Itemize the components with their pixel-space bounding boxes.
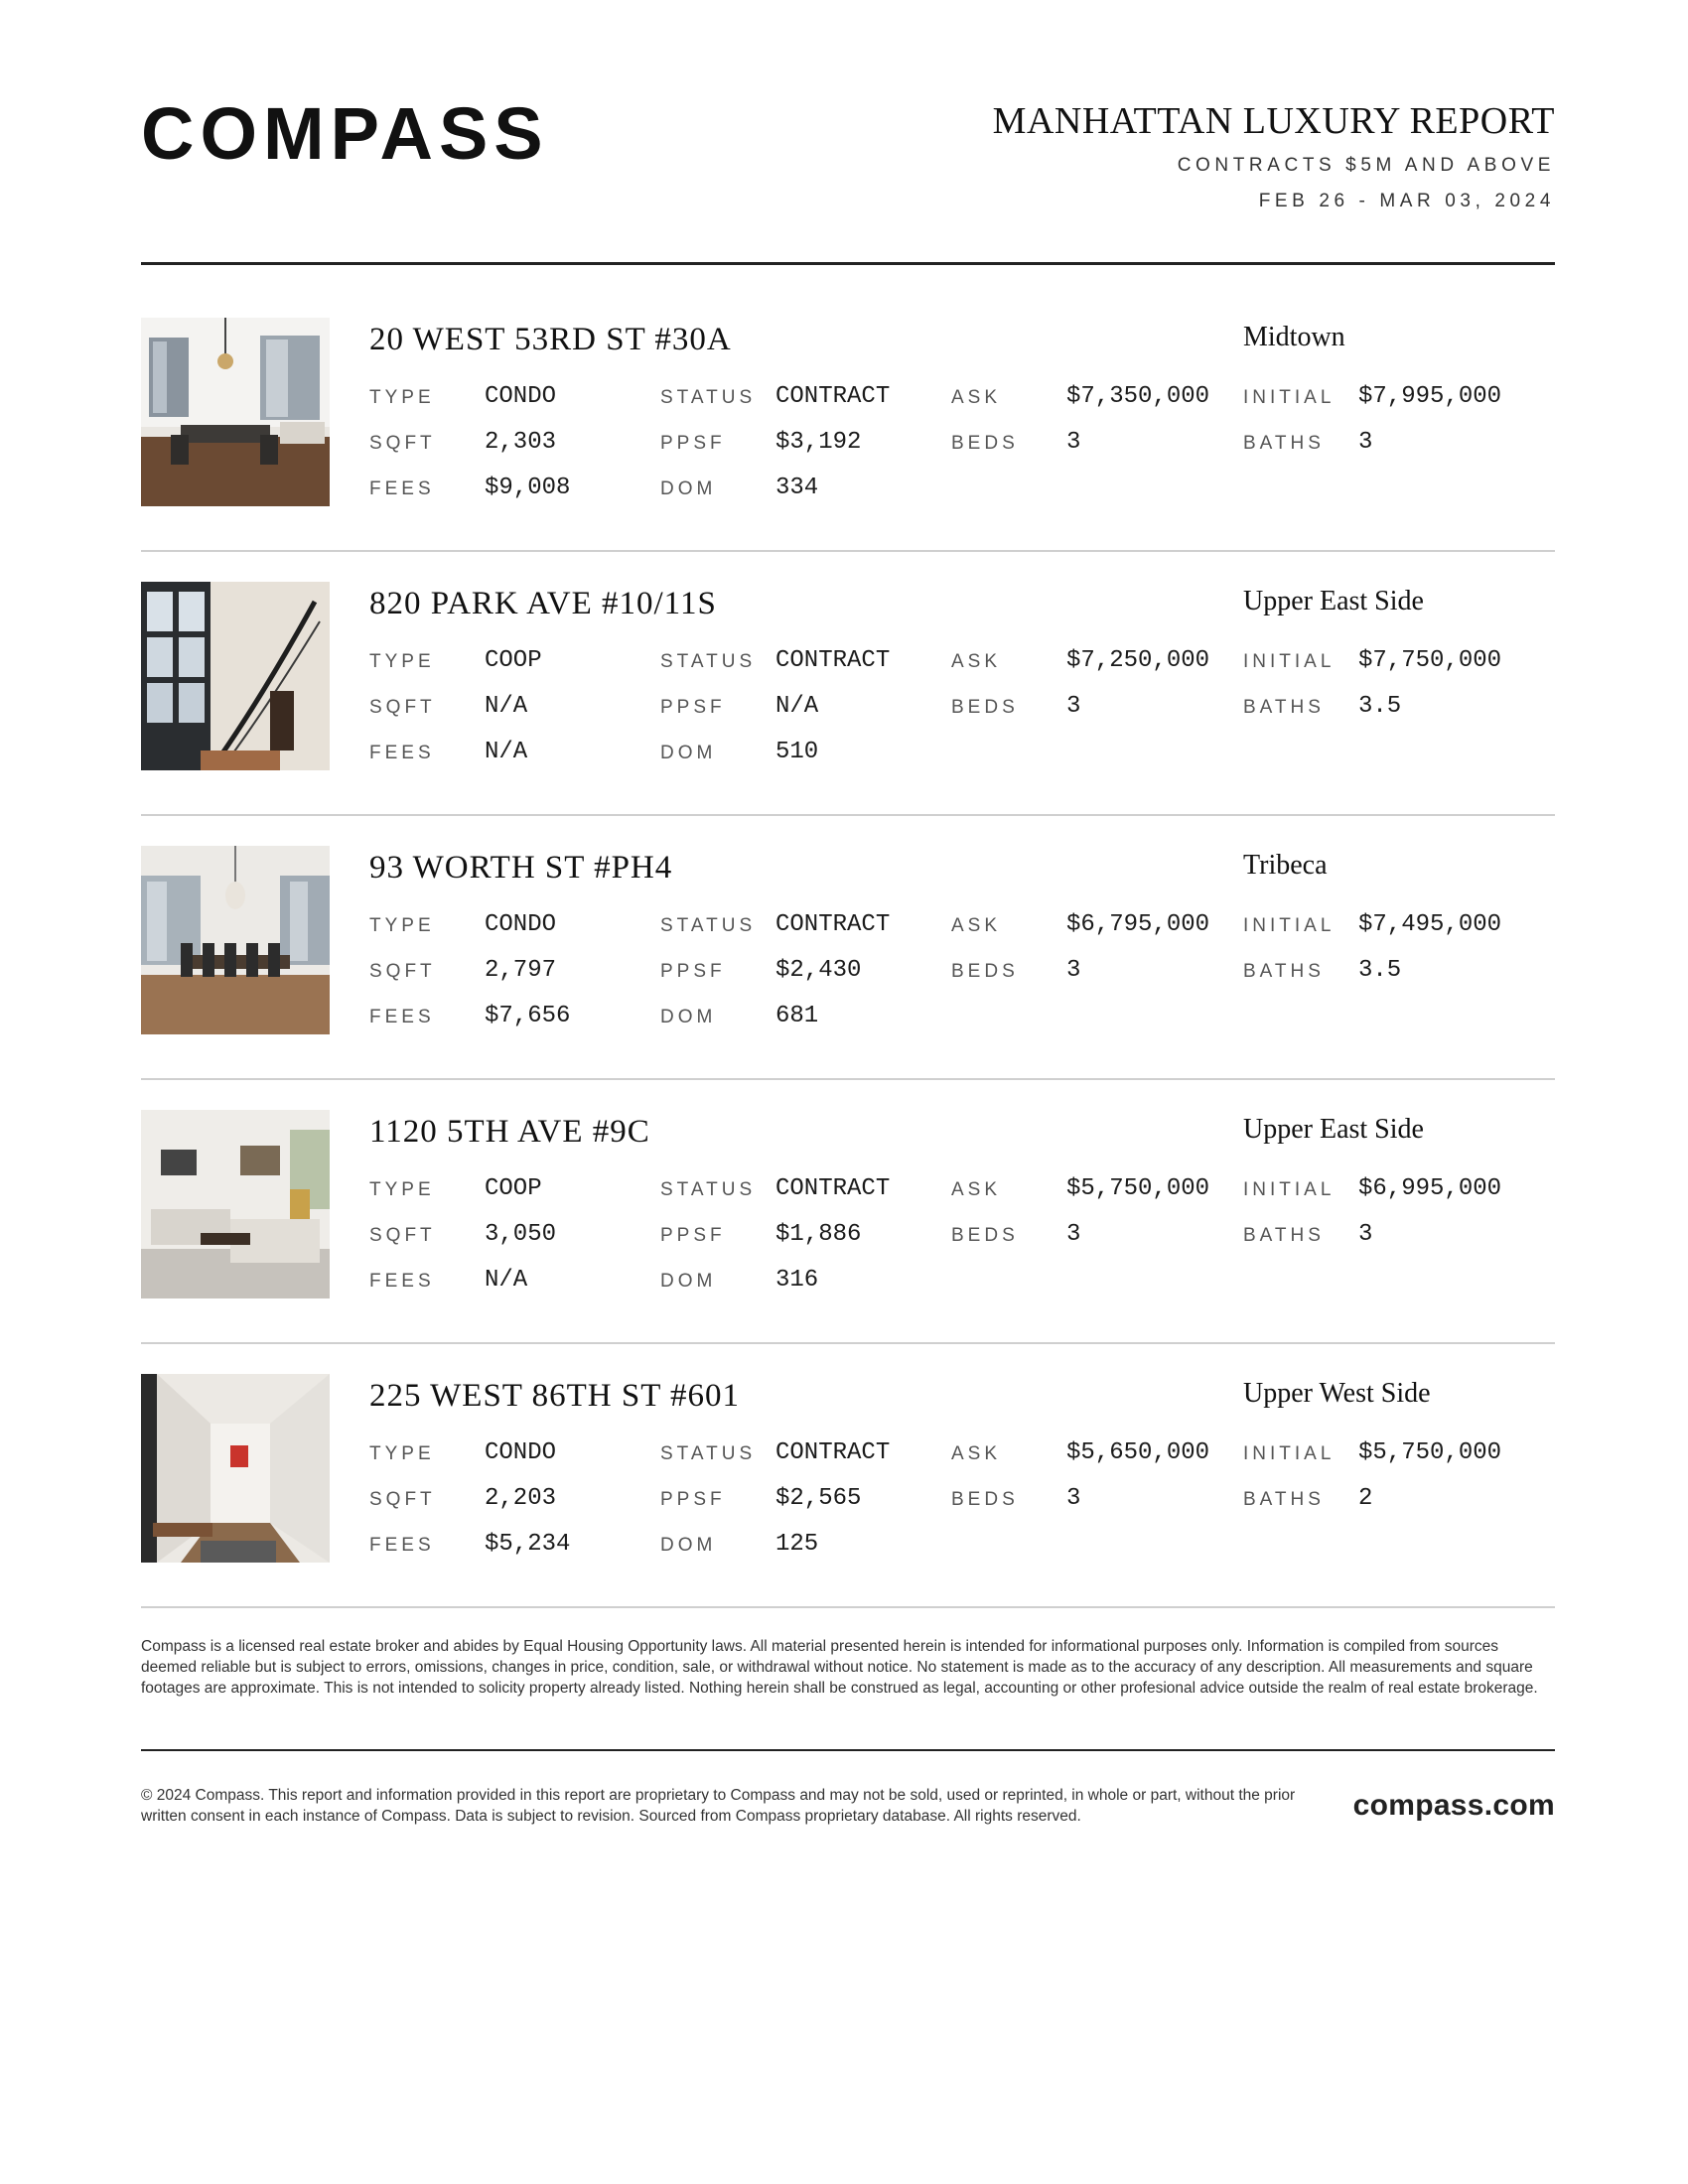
label-ask: ASK xyxy=(951,387,1002,408)
report-subtitle: CONTRACTS $5M AND ABOVE xyxy=(1177,155,1555,176)
label-baths: BATHS xyxy=(1243,1489,1325,1510)
value-fees: $7,656 xyxy=(485,1003,571,1029)
value-sqft: 2,203 xyxy=(485,1485,557,1512)
label-status: STATUS xyxy=(660,651,757,672)
value-dom: 334 xyxy=(775,475,819,501)
label-beds: BEDS xyxy=(951,961,1019,982)
listing-card[interactable] xyxy=(141,582,1555,846)
label-type: TYPE xyxy=(369,1443,435,1464)
listing-photo[interactable] xyxy=(141,1374,330,1563)
value-beds: 3 xyxy=(1066,1485,1081,1512)
listing-address[interactable]: 225 WEST 86TH ST #601 xyxy=(369,1378,741,1414)
listing-divider xyxy=(141,550,1555,552)
value-sqft: 2,797 xyxy=(485,957,557,984)
listing-neighborhood: Tribeca xyxy=(1243,850,1328,881)
disclaimer-text: Compass is a licensed real estate broker and abides by Equal Housing Opportunity laws. All material presented herein is intended for informational purposes only. Information is compiled from sources deemed reliable but is subject to errors, omissions, changes in price, condition, sale, or withdrawal without notice. No statement is made as to the accuracy of any description. All measurements and square footages are approximate. This is not intended to solicity property already listed. Nothing herein shall be construed as legal, accounting or other profesional advice outside the realm of real estate brokerage. xyxy=(141,1638,1538,1697)
label-initial: INITIAL xyxy=(1243,1179,1336,1200)
value-type: COOP xyxy=(485,647,542,674)
value-ask: $5,650,000 xyxy=(1066,1439,1210,1466)
label-ppsf: PPSF xyxy=(660,433,726,454)
value-type: CONDO xyxy=(485,1439,557,1466)
value-ask: $6,795,000 xyxy=(1066,911,1210,938)
value-baths: 3 xyxy=(1358,429,1373,456)
listing-card[interactable] xyxy=(141,1374,1555,1638)
value-baths: 2 xyxy=(1358,1485,1373,1512)
value-initial: $7,750,000 xyxy=(1358,647,1502,674)
value-ask: $7,250,000 xyxy=(1066,647,1210,674)
value-sqft: N/A xyxy=(485,693,528,720)
listing-photo[interactable] xyxy=(141,318,330,506)
label-status: STATUS xyxy=(660,915,757,936)
value-initial: $5,750,000 xyxy=(1358,1439,1502,1466)
website-link[interactable]: compass.com xyxy=(1352,1789,1555,1822)
compass-logo xyxy=(141,97,568,169)
value-baths: 3 xyxy=(1358,1221,1373,1248)
listing-card[interactable] xyxy=(141,1110,1555,1374)
value-ppsf: $3,192 xyxy=(775,429,862,456)
value-status: CONTRACT xyxy=(775,1439,891,1466)
label-fees: FEES xyxy=(369,743,435,763)
report-title: MANHATTAN LUXURY REPORT xyxy=(992,100,1555,142)
value-fees: N/A xyxy=(485,739,528,765)
value-initial: $7,495,000 xyxy=(1358,911,1502,938)
value-status: CONTRACT xyxy=(775,911,891,938)
label-status: STATUS xyxy=(660,1443,757,1464)
listing-divider xyxy=(141,814,1555,816)
value-ask: $5,750,000 xyxy=(1066,1175,1210,1202)
label-beds: BEDS xyxy=(951,433,1019,454)
hallway-photo xyxy=(141,1374,330,1563)
value-sqft: 3,050 xyxy=(485,1221,557,1248)
label-dom: DOM xyxy=(660,478,717,499)
label-beds: BEDS xyxy=(951,1225,1019,1246)
value-ppsf: $2,430 xyxy=(775,957,862,984)
label-sqft: SQFT xyxy=(369,961,436,982)
label-ask: ASK xyxy=(951,1443,1002,1464)
value-type: COOP xyxy=(485,1175,542,1202)
listing-divider xyxy=(141,1606,1555,1608)
listing-photo[interactable] xyxy=(141,582,330,770)
value-ppsf: N/A xyxy=(775,693,819,720)
listing-divider xyxy=(141,1342,1555,1344)
label-dom: DOM xyxy=(660,743,717,763)
label-baths: BATHS xyxy=(1243,697,1325,718)
value-baths: 3.5 xyxy=(1358,957,1402,984)
listing-neighborhood: Upper West Side xyxy=(1243,1378,1431,1409)
listing-divider xyxy=(141,1078,1555,1080)
label-baths: BATHS xyxy=(1243,433,1325,454)
label-type: TYPE xyxy=(369,651,435,672)
label-initial: INITIAL xyxy=(1243,1443,1336,1464)
logo-text: COMPASS xyxy=(141,97,549,169)
label-ppsf: PPSF xyxy=(660,1225,726,1246)
listing-address[interactable]: 820 PARK AVE #10/11S xyxy=(369,586,717,621)
label-sqft: SQFT xyxy=(369,1225,436,1246)
value-fees: $5,234 xyxy=(485,1531,571,1558)
label-ppsf: PPSF xyxy=(660,697,726,718)
label-initial: INITIAL xyxy=(1243,387,1336,408)
value-status: CONTRACT xyxy=(775,383,891,410)
label-fees: FEES xyxy=(369,1535,435,1556)
label-ask: ASK xyxy=(951,915,1002,936)
listing-photo[interactable] xyxy=(141,846,330,1034)
value-dom: 125 xyxy=(775,1531,819,1558)
label-status: STATUS xyxy=(660,1179,757,1200)
value-initial: $6,995,000 xyxy=(1358,1175,1502,1202)
label-type: TYPE xyxy=(369,915,435,936)
label-beds: BEDS xyxy=(951,1489,1019,1510)
listing-neighborhood: Midtown xyxy=(1243,322,1345,352)
label-baths: BATHS xyxy=(1243,1225,1325,1246)
listing-photo[interactable] xyxy=(141,1110,330,1298)
value-baths: 3.5 xyxy=(1358,693,1402,720)
value-fees: N/A xyxy=(485,1267,528,1294)
value-beds: 3 xyxy=(1066,1221,1081,1248)
dining-table-photo xyxy=(141,846,330,1034)
dining-room-photo xyxy=(141,318,330,506)
label-sqft: SQFT xyxy=(369,1489,436,1510)
value-fees: $9,008 xyxy=(485,475,571,501)
label-fees: FEES xyxy=(369,1271,435,1292)
value-ask: $7,350,000 xyxy=(1066,383,1210,410)
label-sqft: SQFT xyxy=(369,433,436,454)
value-initial: $7,995,000 xyxy=(1358,383,1502,410)
listing-address[interactable]: 1120 5TH AVE #9C xyxy=(369,1114,650,1150)
value-beds: 3 xyxy=(1066,693,1081,720)
report-date-range: FEB 26 - MAR 03, 2024 xyxy=(1258,191,1555,211)
staircase-photo xyxy=(141,582,330,770)
value-ppsf: $1,886 xyxy=(775,1221,862,1248)
label-initial: INITIAL xyxy=(1243,651,1336,672)
header-divider xyxy=(141,262,1555,265)
living-room-photo xyxy=(141,1110,330,1298)
footer-divider xyxy=(141,1749,1555,1751)
value-ppsf: $2,565 xyxy=(775,1485,862,1512)
value-type: CONDO xyxy=(485,383,557,410)
label-ppsf: PPSF xyxy=(660,961,726,982)
label-ppsf: PPSF xyxy=(660,1489,726,1510)
label-ask: ASK xyxy=(951,651,1002,672)
value-beds: 3 xyxy=(1066,429,1081,456)
value-status: CONTRACT xyxy=(775,647,891,674)
value-dom: 681 xyxy=(775,1003,819,1029)
listing-neighborhood: Upper East Side xyxy=(1243,586,1424,616)
label-dom: DOM xyxy=(660,1007,717,1027)
value-dom: 510 xyxy=(775,739,819,765)
listing-neighborhood: Upper East Side xyxy=(1243,1114,1424,1145)
value-type: CONDO xyxy=(485,911,557,938)
label-dom: DOM xyxy=(660,1271,717,1292)
label-status: STATUS xyxy=(660,387,757,408)
listing-card[interactable] xyxy=(141,318,1555,582)
label-beds: BEDS xyxy=(951,697,1019,718)
label-dom: DOM xyxy=(660,1535,717,1556)
listing-card[interactable] xyxy=(141,846,1555,1110)
label-fees: FEES xyxy=(369,478,435,499)
label-fees: FEES xyxy=(369,1007,435,1027)
copyright-text: © 2024 Compass. This report and information provided in this report are proprietary to Compass and may not be sold, used or reprinted, in whole or part, without the prior written consent in each instance of Compass. Data is subject to revision. Sourced from Compass proprietary database. All rights reserved. xyxy=(141,1787,1296,1825)
listing-address[interactable]: 93 WORTH ST #PH4 xyxy=(369,850,673,886)
value-status: CONTRACT xyxy=(775,1175,891,1202)
value-sqft: 2,303 xyxy=(485,429,557,456)
label-ask: ASK xyxy=(951,1179,1002,1200)
label-initial: INITIAL xyxy=(1243,915,1336,936)
value-dom: 316 xyxy=(775,1267,819,1294)
label-type: TYPE xyxy=(369,1179,435,1200)
label-baths: BATHS xyxy=(1243,961,1325,982)
listing-address[interactable]: 20 WEST 53RD ST #30A xyxy=(369,322,732,357)
label-sqft: SQFT xyxy=(369,697,436,718)
label-type: TYPE xyxy=(369,387,435,408)
value-beds: 3 xyxy=(1066,957,1081,984)
